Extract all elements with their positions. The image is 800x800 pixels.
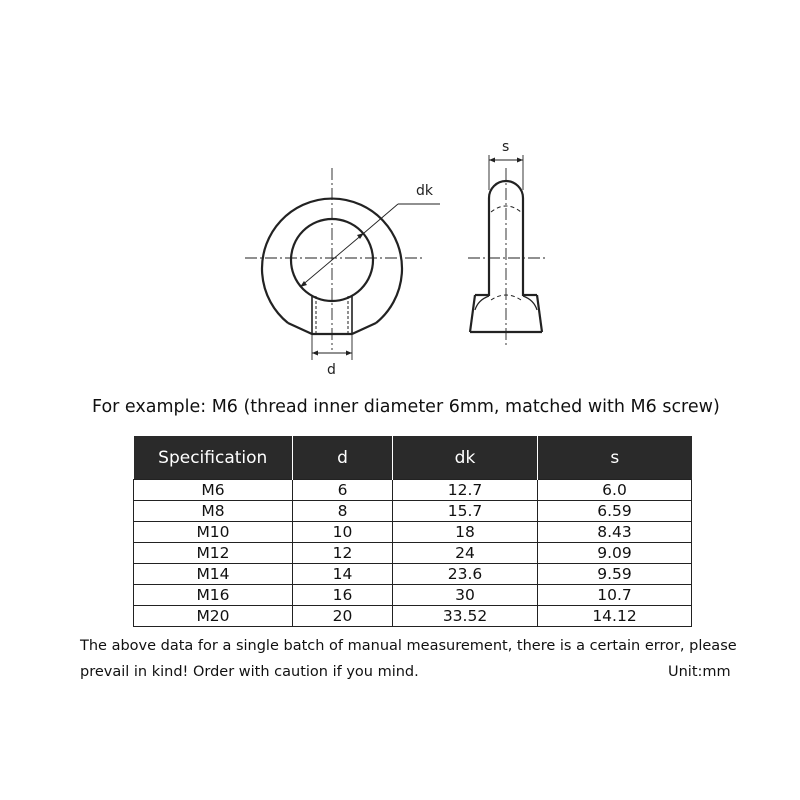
cell-d: 10 [293,522,393,543]
cell-s: 9.59 [538,564,692,585]
spec-table [133,436,692,627]
cell-d: 12 [293,543,393,564]
header-d: d [293,436,393,480]
header-s: s [538,436,692,480]
cell-d: 14 [293,564,393,585]
dk-label: dk [416,183,433,199]
cell-specification: M10 [134,522,293,543]
cell-dk: 15.7 [393,501,538,522]
side-base-left [470,295,475,332]
cell-d: 6 [293,480,393,501]
table-row [134,522,692,543]
cell-d: 20 [293,606,393,627]
table-header-row [134,436,692,480]
cell-specification: M6 [134,480,293,501]
cell-specification: M20 [134,606,293,627]
unit-label: Unit:mm [668,664,731,680]
d-label: d [327,362,336,378]
header-specification: Specification [134,436,293,480]
table-row [134,501,692,522]
table-row [134,564,692,585]
table-row [134,606,692,627]
header-dk: dk [393,436,538,480]
cell-s: 10.7 [538,585,692,606]
cell-s: 6.59 [538,501,692,522]
cell-dk: 23.6 [393,564,538,585]
cell-dk: 30 [393,585,538,606]
disclaimer-line-2: prevail in kind! Order with caution if you mind. [80,664,419,680]
example-caption: For example: M6 (thread inner diameter 6mm, matched with M6 screw) [92,397,720,417]
d-arrow-left [312,351,318,356]
front-base-right [352,323,376,334]
table-row [134,480,692,501]
cell-d: 16 [293,585,393,606]
cell-specification: M12 [134,543,293,564]
cell-s: 9.09 [538,543,692,564]
disclaimer-line-1: The above data for a single batch of manual measurement, there is a certain error, please [80,638,737,654]
eye-nut-diagram [0,0,800,390]
cell-d: 8 [293,501,393,522]
table-row [134,543,692,564]
cell-specification: M16 [134,585,293,606]
table-row [134,585,692,606]
s-arrow-right [517,158,523,163]
cell-dk: 24 [393,543,538,564]
cell-dk: 18 [393,522,538,543]
front-base-left [288,323,312,334]
d-arrow-right [346,351,352,356]
side-base-fillet-left [475,296,489,310]
cell-s: 8.43 [538,522,692,543]
cell-s: 14.12 [538,606,692,627]
cell-dk: 33.52 [393,606,538,627]
cell-specification: M14 [134,564,293,585]
s-arrow-left [489,158,495,163]
side-base-right [537,295,542,332]
side-base-fillet-right [523,296,537,310]
eye-nut-side-view [468,155,545,345]
cell-specification: M8 [134,501,293,522]
s-label: s [502,139,510,155]
cell-s: 6.0 [538,480,692,501]
eye-nut-front-view [245,168,440,360]
cell-dk: 12.7 [393,480,538,501]
